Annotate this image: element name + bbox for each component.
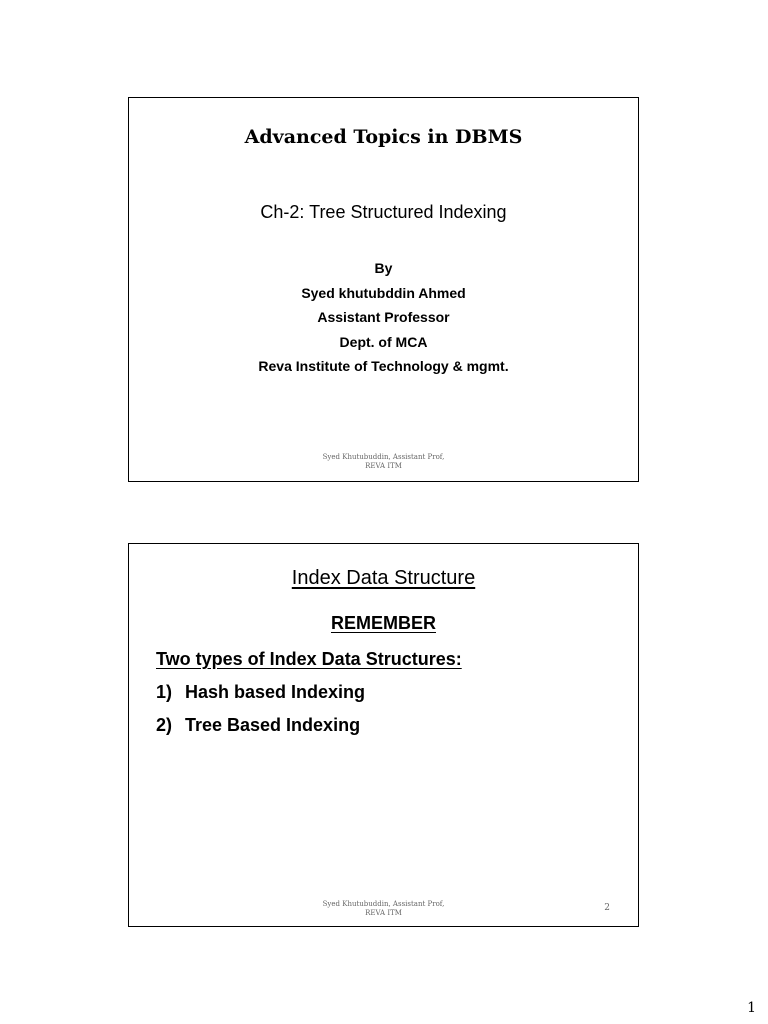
- slide-footer: [129, 900, 638, 918]
- slide-number: 2: [604, 903, 610, 913]
- page-number: 1: [747, 1000, 756, 1016]
- slide-1: [128, 97, 639, 482]
- footer-line-1: Syed Khutubuddin, Assistant Prof,: [322, 453, 445, 461]
- slide-title: Index Data Structure: [291, 567, 476, 589]
- author-credits: [129, 256, 638, 379]
- credit-designation: Assistant Professor: [317, 309, 450, 325]
- credit-institute: Reva Institute of Technology & mgmt.: [258, 358, 509, 374]
- slide-body: [156, 645, 462, 744]
- footer-line-1: Syed Khutubuddin, Assistant Prof,: [322, 900, 445, 908]
- credit-author-name: Syed khutubddin Ahmed: [301, 284, 466, 301]
- slide-title: Advanced Topics in DBMS: [244, 126, 523, 148]
- list-heading: Two types of Index Data Structures:: [156, 649, 462, 669]
- footer-line-2: REVA ITM: [365, 462, 402, 470]
- slide-subtitle: Ch-2: Tree Structured Indexing: [260, 202, 507, 222]
- slide-footer: [129, 453, 638, 471]
- list-item-text: Tree Based Indexing: [185, 715, 361, 735]
- credit-by: By: [374, 260, 393, 276]
- list-item: [156, 678, 462, 711]
- footer-line-2: REVA ITM: [365, 909, 402, 917]
- slide-2: [128, 543, 639, 927]
- credit-department: Dept. of MCA: [339, 333, 428, 350]
- remember-heading: REMEMBER: [330, 613, 436, 633]
- list-item-number: 2): [156, 715, 173, 735]
- list-item-text: Hash based Indexing: [185, 682, 366, 702]
- list-item: [156, 711, 462, 744]
- list-item-number: 1): [156, 682, 173, 702]
